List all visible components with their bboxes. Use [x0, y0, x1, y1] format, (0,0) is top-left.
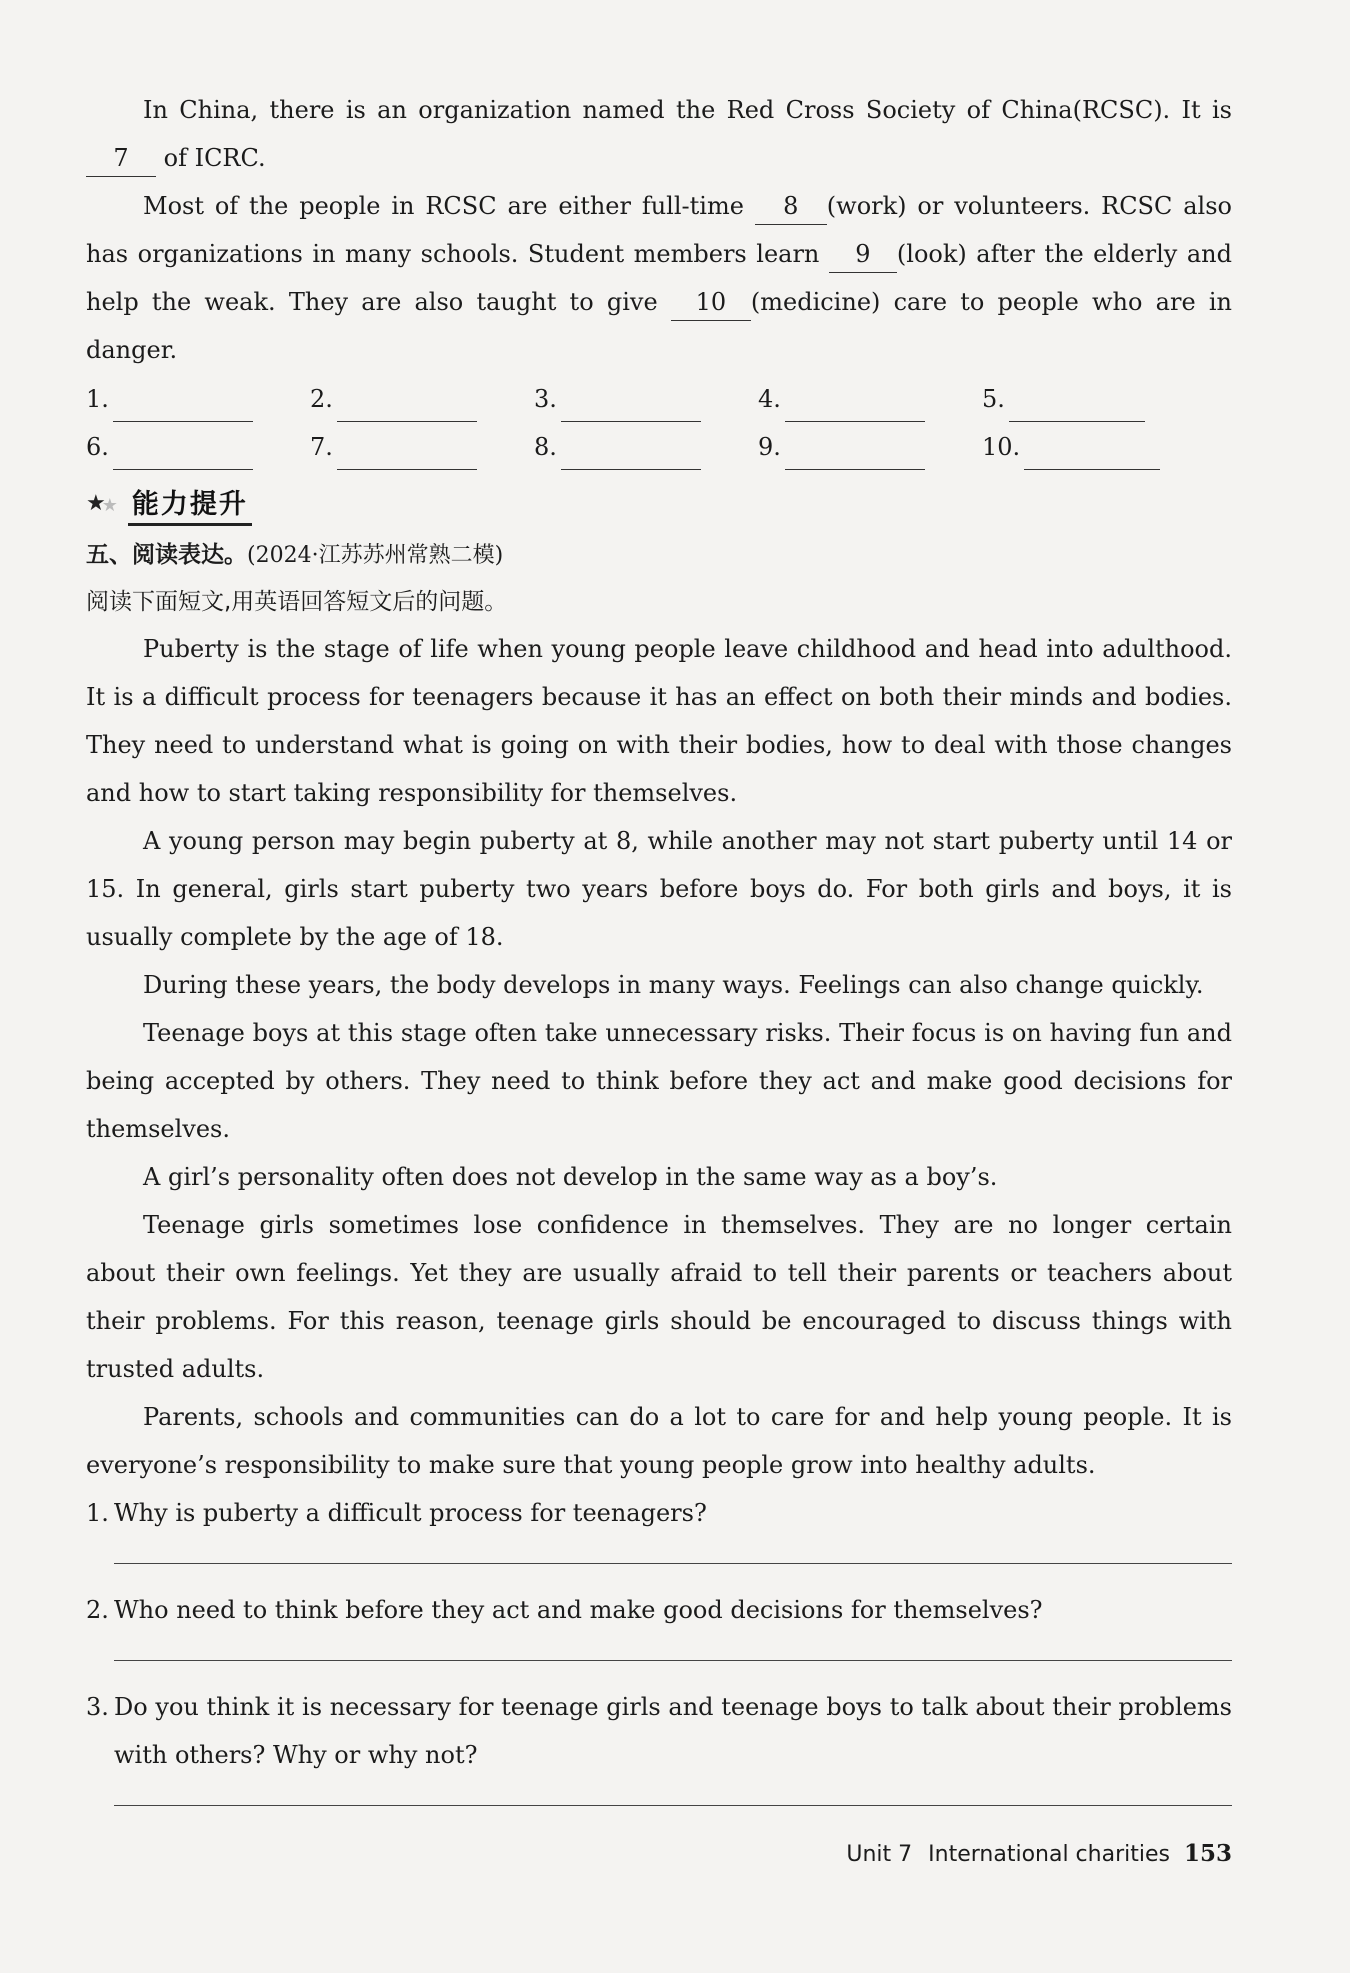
passage-paragraph-2: A young person may begin puberty at 8, while another may not start puberty until 14 or 15. In general, girls start puberty two years before boys do. For both girls and boys, it is usually complete by the age of 18. — [86, 827, 1232, 951]
question-text: Who need to think before they act and make good decisions for themselves? — [114, 1596, 1043, 1624]
answer-slot-6[interactable] — [86, 424, 310, 470]
star-icon: ★ — [101, 495, 118, 516]
answer-line — [1024, 439, 1160, 470]
blank-8: 8 — [755, 188, 827, 225]
section-header — [86, 478, 1232, 530]
answer-slot-8[interactable] — [534, 424, 758, 470]
answer-label: 7. — [310, 433, 333, 461]
answer-line — [113, 391, 253, 422]
footer-unit: Unit 7 — [846, 1842, 913, 1867]
answer-line — [785, 391, 925, 422]
cloze-text: (work) or volunteers. RCSC also has organizations in many schools. Student members learn — [86, 192, 1232, 268]
passage-paragraph-4: Teenage boys at this stage often take unnecessary risks. Their focus is on having fun and being accepted by others. They need to think before they act and make good decisions for themselves. — [86, 1019, 1232, 1143]
task-heading — [86, 532, 1232, 579]
passage-paragraph-7: Parents, schools and communities can do a lot to care for and help young people. It is everyone’s responsibility to make sure that young people grow into healthy adults. — [86, 1403, 1232, 1479]
cloze-paragraph-1 — [86, 86, 1232, 182]
answer-slot-5[interactable] — [982, 376, 1206, 422]
answer-row-2 — [86, 424, 1232, 470]
answer-line-2[interactable] — [114, 1634, 1232, 1661]
answer-label: 10. — [982, 433, 1021, 461]
page-number: 153 — [1183, 1840, 1232, 1867]
question-number: 3. — [86, 1693, 109, 1721]
star-icon: ★ — [86, 491, 106, 516]
question-number: 1. — [86, 1499, 109, 1527]
answer-label: 6. — [86, 433, 109, 461]
blank-10: 10 — [671, 284, 751, 321]
blank-9: 9 — [829, 236, 897, 273]
task-source: (2024·江苏苏州常熟二模) — [247, 543, 504, 568]
footer-title: International charities — [928, 1842, 1170, 1867]
answer-label: 2. — [310, 385, 333, 413]
answer-slot-4[interactable] — [758, 376, 982, 422]
answer-line — [561, 391, 701, 422]
cloze-text: of ICRC. — [156, 144, 266, 172]
cloze-text: (medicine) care to people who are in danger. — [86, 288, 1232, 364]
answer-line — [1009, 391, 1145, 422]
answer-line — [337, 439, 477, 470]
answer-label: 3. — [534, 385, 557, 413]
answer-line — [785, 439, 925, 470]
passage-paragraph-3: During these years, the body develops in many ways. Feelings can also change quickly. — [143, 971, 1204, 999]
section-title: 能力提升 — [128, 482, 252, 526]
answer-row-1 — [86, 376, 1232, 422]
answer-label: 5. — [982, 385, 1005, 413]
passage-paragraph-6: Teenage girls sometimes lose confidence in themselves. They are no longer certain about their own feelings. Yet they are usually afraid to tell their parents or teachers about their problems. For this reason, teenage girls should be encouraged to discuss things with trusted adults. — [86, 1211, 1232, 1383]
answer-label: 8. — [534, 433, 557, 461]
cloze-paragraph-2 — [86, 182, 1232, 374]
answer-line-1[interactable] — [114, 1537, 1232, 1564]
question-number: 2. — [86, 1596, 109, 1624]
passage-paragraph-1: Puberty is the stage of life when young people leave childhood and head into adulthood. It is a difficult process for teenagers because it has an effect on both their minds and bodies. They need to understand what is going on with their bodies, how to deal with those changes and how to start taking responsibility for themselves. — [86, 635, 1232, 807]
question-text: Why is puberty a difficult process for teenagers? — [114, 1499, 707, 1527]
passage-paragraph-5: A girl’s personality often does not develop in the same way as a boy’s. — [143, 1163, 998, 1191]
question-text: Do you think it is necessary for teenage girls and teenage boys to talk about their problems with others? Why or why not? — [114, 1693, 1232, 1769]
task-label: 五、阅读表达。 — [86, 542, 247, 568]
stars-icon — [86, 493, 118, 515]
answer-label: 1. — [86, 385, 109, 413]
blank-7: 7 — [86, 140, 156, 177]
answer-line-3[interactable] — [114, 1779, 1232, 1806]
answer-slot-10[interactable] — [982, 424, 1206, 470]
page-footer — [846, 1840, 1232, 1867]
question-1 — [86, 1489, 1232, 1537]
answer-slot-3[interactable] — [534, 376, 758, 422]
question-2 — [86, 1586, 1232, 1634]
answer-label: 9. — [758, 433, 781, 461]
answer-slot-9[interactable] — [758, 424, 982, 470]
answer-line — [337, 391, 477, 422]
answer-line — [113, 439, 253, 470]
cloze-text: In China, there is an organization named the Red Cross Society of China(RCSC). It is — [143, 96, 1232, 124]
answer-slot-2[interactable] — [310, 376, 534, 422]
cloze-text: Most of the people in RCSC are either full-time — [143, 192, 755, 220]
answer-slot-1[interactable] — [86, 376, 310, 422]
answer-line — [561, 439, 701, 470]
task-instruction: 阅读下面短文,用英语回答短文后的问题。 — [86, 589, 508, 615]
question-3 — [86, 1683, 1232, 1779]
answer-label: 4. — [758, 385, 781, 413]
cloze-text: (look) after the elderly and help the weak. They are also taught to give — [86, 240, 1232, 316]
answer-slot-7[interactable] — [310, 424, 534, 470]
